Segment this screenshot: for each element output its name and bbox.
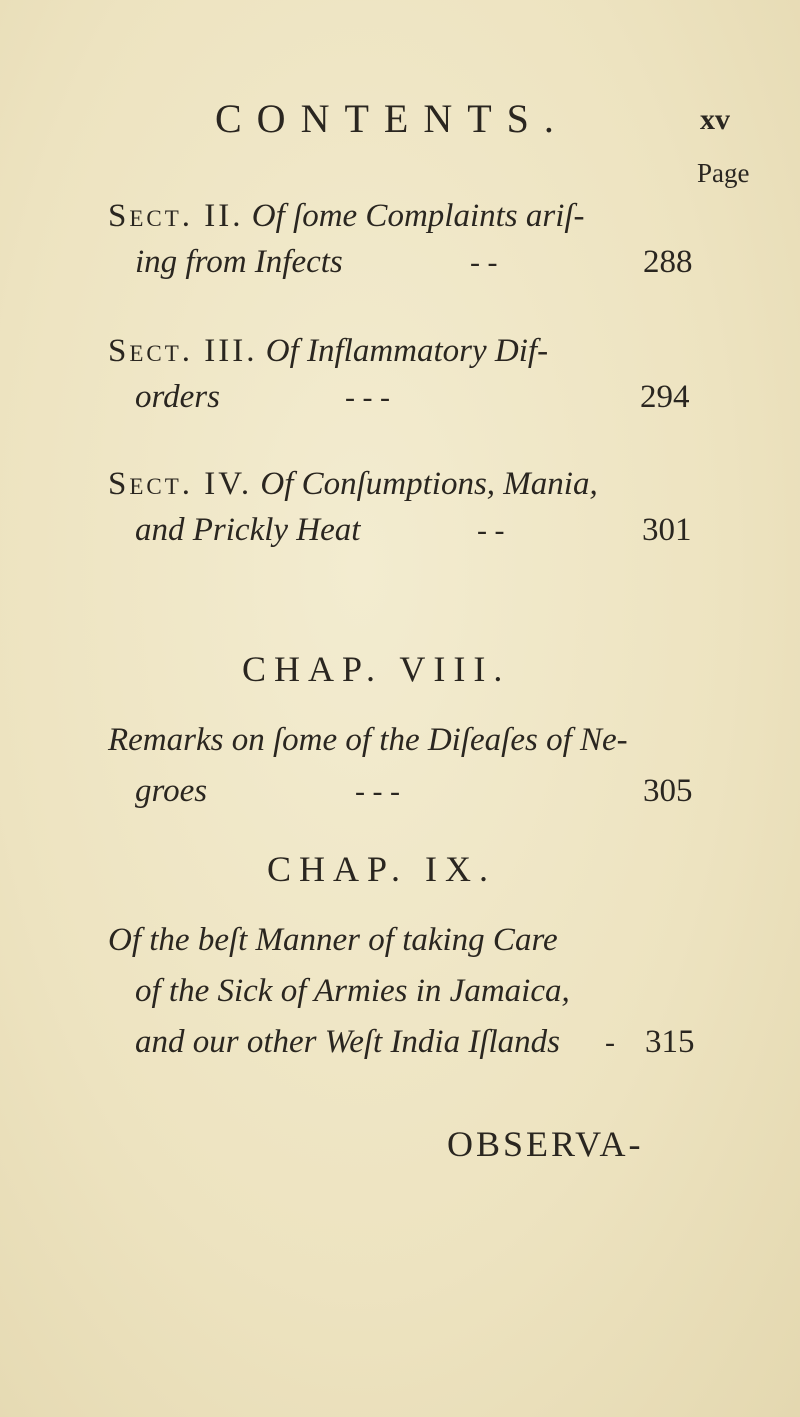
page-number: 305 [643, 773, 693, 809]
header-page-number: xv [700, 103, 730, 136]
leader-dashes: - - - [345, 381, 390, 414]
header-title: CONTENTS. [215, 96, 569, 141]
page-number: 288 [643, 244, 693, 280]
page-number: 294 [640, 379, 690, 415]
chapter-title-cont: and our other Weſt India Iſlands [135, 1024, 561, 1060]
toc-entry-line [108, 198, 585, 235]
chapter-title-cont: groes [135, 773, 208, 809]
chapter-heading: CHAP. IX. [267, 849, 497, 889]
chapter-title-cont: of the Sick of Armies in Jamaica, [135, 973, 570, 1009]
section-title: Of Conſumptions, Mania, [260, 466, 598, 502]
page-number: 315 [645, 1024, 695, 1060]
page-number: 301 [642, 512, 692, 548]
section-label: Sect. III. [108, 333, 258, 369]
catchword: OBSERVA- [447, 1124, 644, 1164]
chapter-title: Of the beſt Manner of taking Care [108, 922, 558, 958]
running-header [0, 95, 800, 145]
toc-entry-line [108, 333, 548, 370]
chapter-title: Remarks on ſome of the Diſeaſes of Ne- [108, 722, 628, 758]
section-title-cont: ing from Infects [135, 244, 343, 280]
leader-dashes: - [605, 1026, 615, 1059]
section-title: Of ſome Complaints ariſ- [251, 198, 585, 234]
section-title-cont: and Prickly Heat [135, 512, 361, 548]
section-label: Sect. II. [108, 198, 244, 234]
page-column-label: Page [697, 158, 750, 188]
section-label: Sect. IV. [108, 466, 253, 502]
leader-dashes: - - [477, 514, 505, 547]
toc-entry-line [108, 466, 598, 503]
chapter-heading: CHAP. VIII. [242, 649, 511, 689]
section-title: Of Inflammatory Dif- [265, 333, 549, 369]
leader-dashes: - - - [355, 775, 400, 808]
section-title-cont: orders [135, 379, 220, 415]
leader-dashes: - - [470, 246, 498, 279]
